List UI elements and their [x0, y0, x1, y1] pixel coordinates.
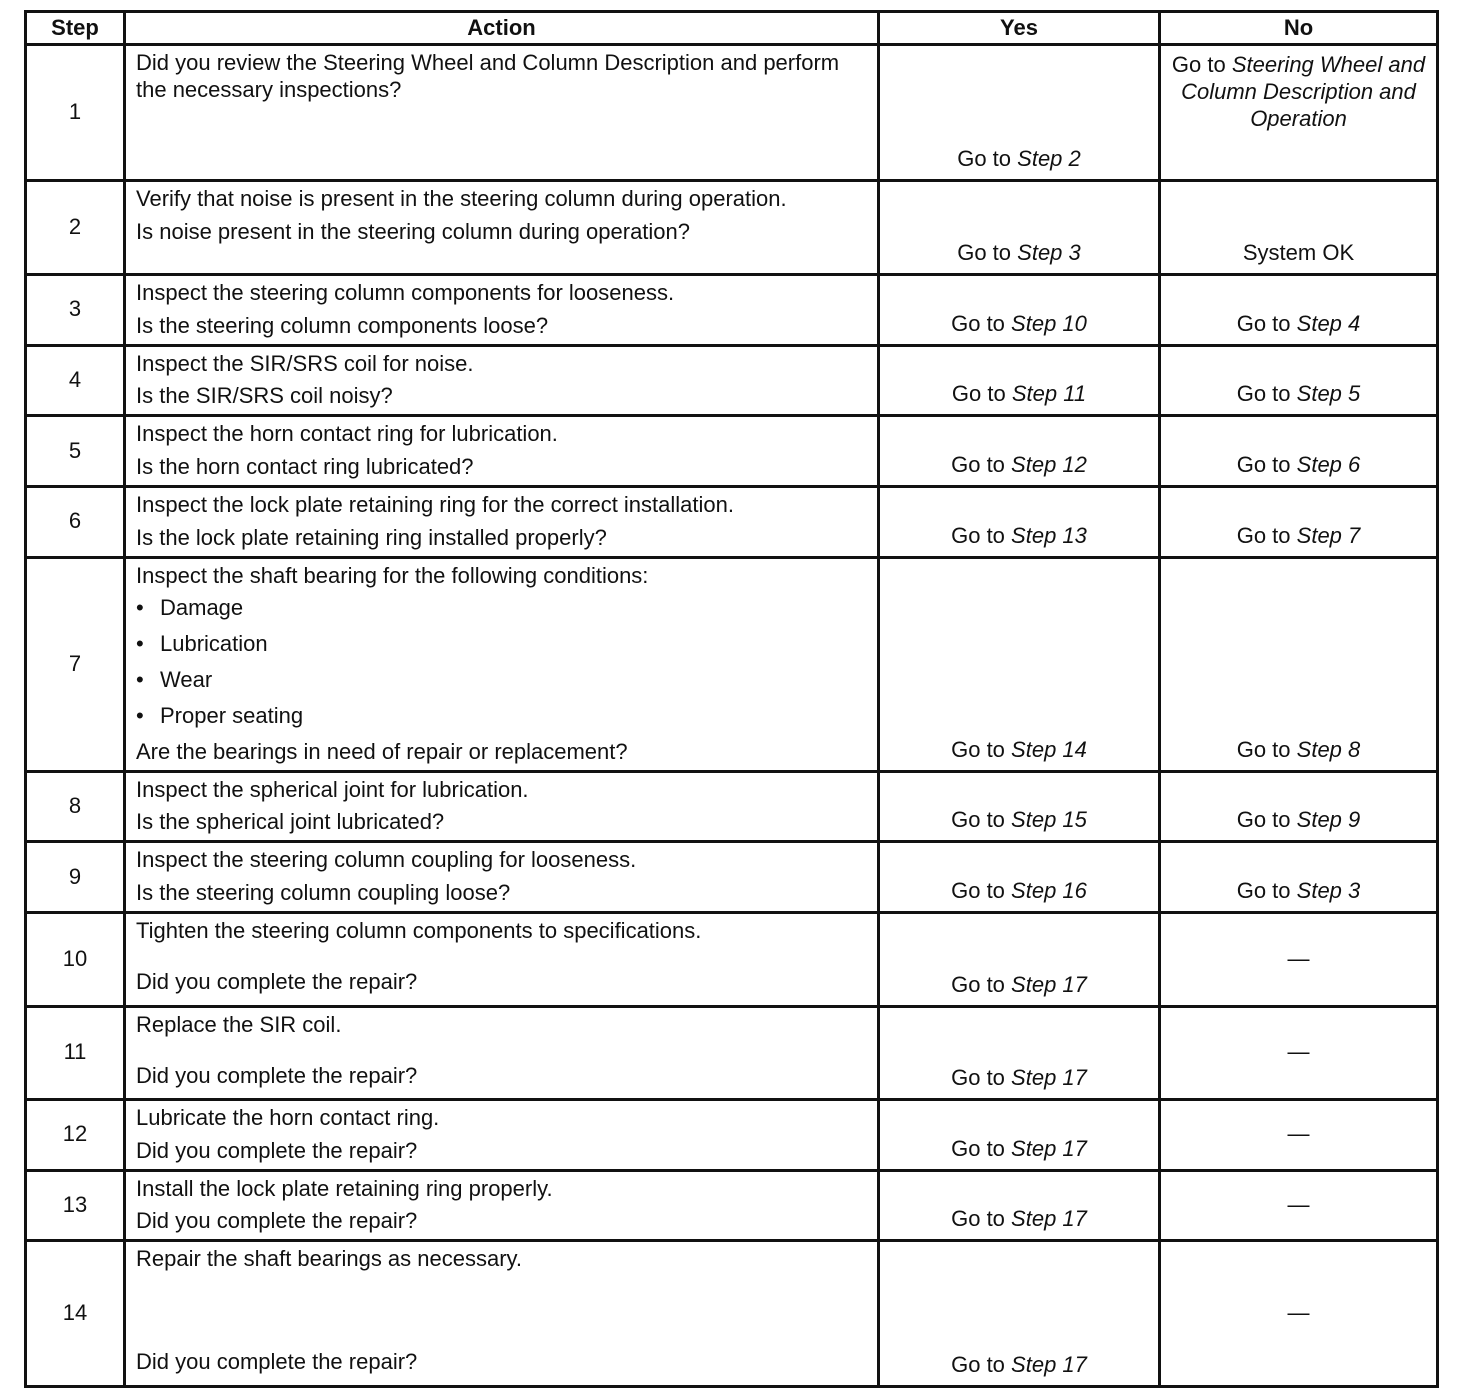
goto-step: Step 4	[1296, 310, 1361, 336]
goto-prefix: Go to	[951, 736, 1005, 762]
action-cell	[125, 486, 879, 557]
goto-step: Step 17	[1011, 1352, 1087, 1378]
action-text: Verify that noise is present in the steering column during operation.	[136, 186, 787, 211]
action-cell	[125, 416, 879, 487]
header-no: No	[1160, 12, 1438, 45]
goto-procedure: Steering Wheel and Column Description and Operation	[1181, 52, 1426, 131]
goto-step: Step 17	[1011, 1065, 1087, 1091]
no-cell	[1160, 345, 1438, 416]
goto-prefix: Go to	[951, 878, 1005, 904]
goto-step: Step 16	[1011, 878, 1087, 904]
table-row	[26, 486, 1438, 557]
action-text: Repair the shaft bearings as necessary.	[136, 1246, 523, 1272]
table-row	[26, 1170, 1438, 1241]
no-cell	[1160, 1170, 1438, 1241]
list-item: • Lubrication	[136, 631, 867, 658]
goto-step: Step 9	[1296, 807, 1361, 833]
yes-cell	[879, 1241, 1160, 1387]
action-cell	[125, 842, 879, 913]
action-cell	[125, 771, 879, 842]
yes-cell	[879, 45, 1160, 181]
step-number: 3	[26, 275, 125, 346]
goto-step: Step 13	[1011, 522, 1087, 548]
dash: —	[1287, 1300, 1310, 1326]
goto-prefix: Go to	[951, 807, 1005, 833]
goto-step: Step 6	[1296, 452, 1361, 478]
goto-step: Step 15	[1011, 807, 1087, 833]
table-row	[26, 557, 1438, 771]
action-text: Tighten the steering column components to specifications.	[136, 917, 702, 943]
goto-prefix: Go to	[1236, 452, 1291, 478]
action-cell	[125, 1006, 879, 1099]
list-item: • Wear	[136, 667, 867, 694]
goto-prefix: Go to	[951, 1135, 1005, 1161]
action-question: Did you complete the repair?	[136, 968, 418, 994]
action-cell	[125, 1170, 879, 1241]
goto-step: Step 17	[1011, 1206, 1087, 1232]
action-text: Inspect the steering column coupling for looseness.	[136, 847, 637, 873]
no-cell	[1160, 275, 1438, 346]
action-question: Is the steering column components loose?	[136, 312, 549, 338]
step-number: 14	[26, 1241, 125, 1387]
step-number: 7	[26, 557, 125, 771]
spacer	[136, 1273, 867, 1349]
action-text: Did you review the Steering Wheel and Column Description and perform the necessary inspections?	[136, 50, 840, 102]
action-cell	[125, 181, 879, 275]
step-number: 2	[26, 181, 125, 275]
goto-step: Step 5	[1296, 381, 1361, 407]
table-row	[26, 912, 1438, 1006]
yes-cell	[879, 1170, 1160, 1241]
goto-prefix: Go to	[957, 240, 1012, 266]
action-question: Did you complete the repair?	[136, 1208, 418, 1234]
table-row	[26, 416, 1438, 487]
step-number: 13	[26, 1170, 125, 1241]
goto-step: Step 3	[1017, 240, 1081, 266]
goto-step: Step 14	[1011, 736, 1087, 762]
header-action: Action	[125, 12, 879, 45]
dash: —	[1287, 1191, 1310, 1217]
goto-step: Step 17	[1011, 972, 1087, 998]
dash: —	[1287, 1039, 1310, 1065]
action-question: Are the bearings in need of repair or replacement?	[136, 738, 628, 764]
header-row	[26, 12, 1438, 45]
yes-cell	[879, 842, 1160, 913]
goto-prefix: Go to	[951, 310, 1005, 336]
no-cell	[1160, 486, 1438, 557]
spacer	[136, 945, 867, 969]
no-cell	[1160, 1006, 1438, 1099]
yes-cell	[879, 1006, 1160, 1099]
goto-prefix: Go to	[1236, 736, 1291, 762]
goto-prefix: Go to	[951, 522, 1005, 548]
yes-cell	[879, 345, 1160, 416]
action-question: Is the steering column coupling loose?	[136, 880, 511, 906]
action-cell	[125, 345, 879, 416]
action-text: Inspect the steering column components for looseness.	[136, 280, 675, 305]
action-text: Inspect the horn contact ring for lubrication.	[136, 421, 558, 447]
goto-step: Step 12	[1011, 452, 1087, 478]
goto-prefix: Go to	[1236, 381, 1291, 407]
goto-step: Step 2	[1017, 146, 1081, 172]
no-cell	[1160, 45, 1438, 181]
list-item: • Damage	[136, 595, 867, 622]
no-cell	[1160, 771, 1438, 842]
dash: —	[1287, 1121, 1310, 1147]
goto-prefix: Go to	[1236, 878, 1291, 904]
action-text: Inspect the shaft bearing for the following conditions:	[136, 562, 649, 588]
table-row	[26, 275, 1438, 346]
dash: —	[1287, 945, 1310, 971]
table-row	[26, 771, 1438, 842]
action-text: Lubricate the horn contact ring.	[136, 1104, 440, 1130]
goto-prefix: Go to	[1171, 52, 1226, 77]
action-text: Inspect the spherical joint for lubrication.	[136, 776, 529, 802]
goto-step: Step 11	[1011, 381, 1087, 407]
action-cell	[125, 1099, 879, 1170]
action-question: Is the lock plate retaining ring installed properly?	[136, 524, 607, 550]
action-question: Is the horn contact ring lubricated?	[136, 454, 474, 480]
yes-cell	[879, 912, 1160, 1006]
goto-prefix: Go to	[951, 452, 1005, 478]
no-cell	[1160, 1241, 1438, 1387]
goto-prefix: Go to	[1236, 807, 1291, 833]
table-row	[26, 181, 1438, 275]
action-question: Did you complete the repair?	[136, 1062, 418, 1088]
goto-prefix: Go to	[951, 1206, 1005, 1232]
table-row	[26, 1006, 1438, 1099]
step-number: 1	[26, 45, 125, 181]
header-step: Step	[26, 12, 125, 45]
no-cell	[1160, 912, 1438, 1006]
goto-prefix: Go to	[951, 972, 1005, 998]
action-text: Inspect the SIR/SRS coil for noise.	[136, 350, 474, 376]
step-number: 5	[26, 416, 125, 487]
spacer	[136, 1039, 867, 1063]
yes-cell	[879, 416, 1160, 487]
no-cell	[1160, 1099, 1438, 1170]
table-row	[26, 45, 1438, 181]
no-cell	[1160, 842, 1438, 913]
action-text: Install the lock plate retaining ring properly.	[136, 1175, 553, 1201]
action-cell	[125, 45, 879, 181]
yes-cell	[879, 486, 1160, 557]
diagnostic-table	[24, 10, 1439, 1388]
no-cell	[1160, 416, 1438, 487]
step-number: 11	[26, 1006, 125, 1099]
table-row	[26, 345, 1438, 416]
goto-step: Step 8	[1296, 736, 1361, 762]
table-row	[26, 842, 1438, 913]
status-text: System OK	[1242, 240, 1355, 266]
condition-list	[136, 595, 867, 729]
step-number: 10	[26, 912, 125, 1006]
action-text: Inspect the lock plate retaining ring for the correct installation.	[136, 491, 734, 517]
goto-prefix: Go to	[1236, 522, 1291, 548]
no-cell	[1160, 181, 1438, 275]
action-cell	[125, 912, 879, 1006]
header-yes: Yes	[879, 12, 1160, 45]
list-item: • Proper seating	[136, 703, 867, 730]
goto-step: Step 10	[1011, 310, 1087, 336]
yes-cell	[879, 771, 1160, 842]
step-number: 9	[26, 842, 125, 913]
step-number: 8	[26, 771, 125, 842]
yes-cell	[879, 557, 1160, 771]
goto-step: Step 7	[1296, 522, 1361, 548]
yes-cell	[879, 181, 1160, 275]
goto-prefix: Go to	[951, 1065, 1005, 1091]
action-cell	[125, 275, 879, 346]
step-number: 4	[26, 345, 125, 416]
action-question: Is noise present in the steering column during operation?	[136, 218, 691, 244]
goto-step: Step 3	[1296, 878, 1361, 904]
action-question: Is the spherical joint lubricated?	[136, 809, 445, 835]
table-row	[26, 1241, 1438, 1387]
step-number: 12	[26, 1099, 125, 1170]
yes-cell	[879, 1099, 1160, 1170]
action-cell	[125, 1241, 879, 1387]
action-question: Is the SIR/SRS coil noisy?	[136, 383, 393, 409]
goto-prefix: Go to	[951, 1352, 1005, 1378]
action-text: Replace the SIR coil.	[136, 1011, 342, 1037]
table-row	[26, 1099, 1438, 1170]
goto-prefix: Go to	[951, 381, 1006, 407]
yes-cell	[879, 275, 1160, 346]
action-question: Did you complete the repair?	[136, 1349, 418, 1375]
step-number: 6	[26, 486, 125, 557]
goto-prefix: Go to	[1236, 310, 1291, 336]
no-cell	[1160, 557, 1438, 771]
action-cell	[125, 557, 879, 771]
goto-step: Step 17	[1011, 1135, 1087, 1161]
goto-prefix: Go to	[957, 146, 1012, 172]
action-question: Did you complete the repair?	[136, 1137, 418, 1163]
